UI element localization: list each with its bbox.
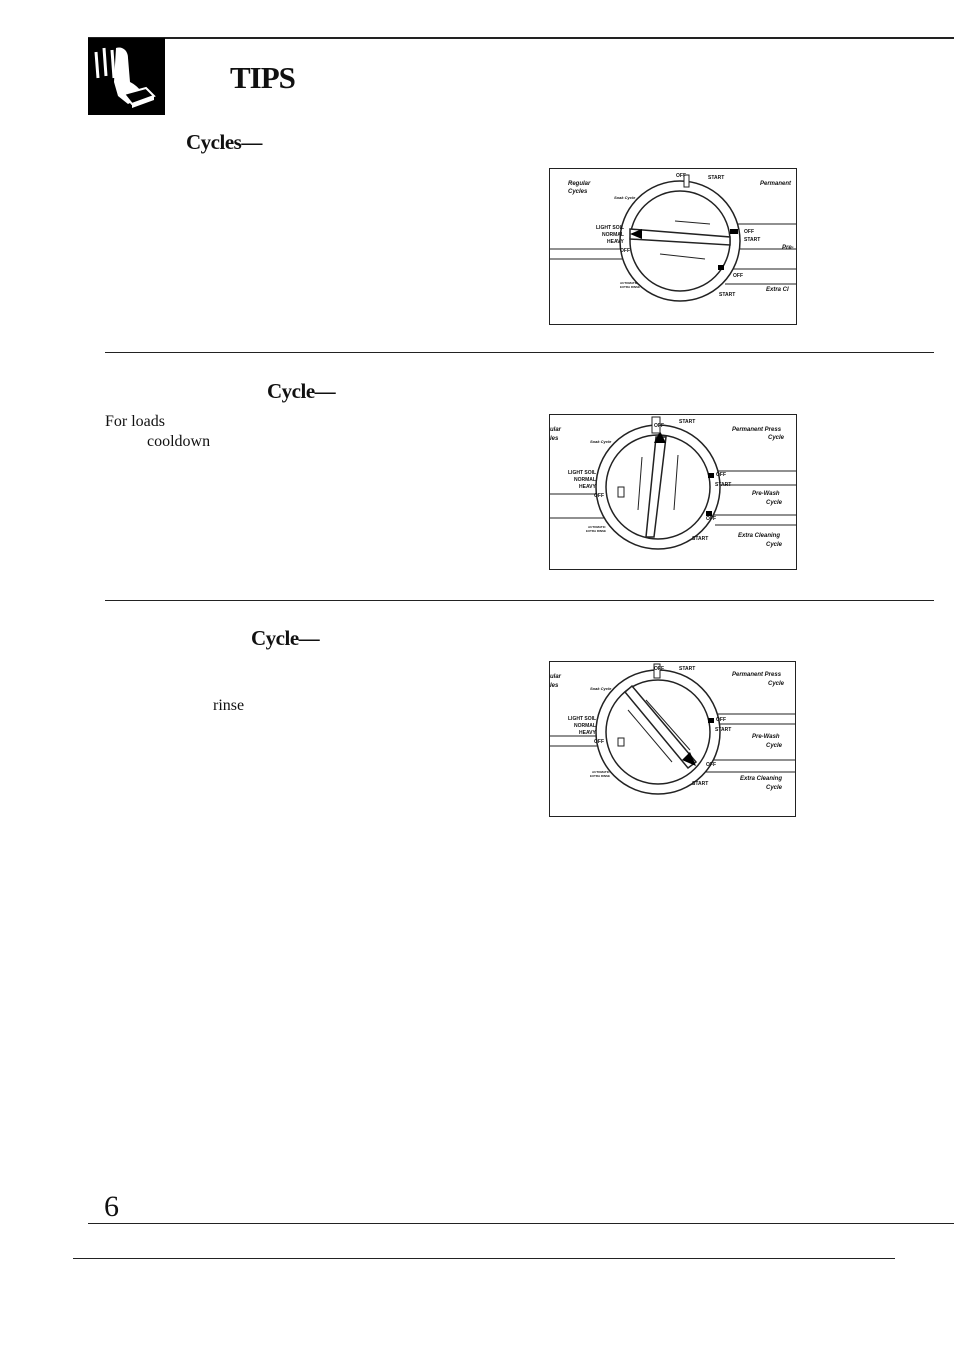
dial-1-bottom-left-1: AUTOMATIC: [620, 281, 638, 285]
dial-3-cycle-name-1: Permanent Press: [732, 672, 782, 678]
dial-3-top-center-start: START: [679, 666, 696, 672]
dial-3-top-left-label-2: les: [550, 683, 559, 689]
dial-2-top-left-label-2: les: [550, 436, 559, 442]
bottom-rule: [73, 1258, 895, 1259]
dial-3-bottom-left-2: EXTRA RINSE: [590, 774, 611, 778]
dial-2-cycle-name-2: Cycle: [768, 435, 785, 441]
dial-2-left-4: OFF: [594, 493, 604, 499]
dial-2-right-3: OFF: [706, 516, 716, 522]
dial-2-soak-label: Soak Cycle: [590, 439, 612, 444]
section-3-line-1: rinse: [213, 697, 245, 714]
footer-rule: [88, 1223, 954, 1224]
dial-2-left-2: NORMAL: [574, 477, 596, 483]
dial-3-left-3: HEAVY: [579, 730, 596, 736]
header-top-rule: [88, 37, 954, 39]
section-2-line-2: cooldown: [147, 433, 211, 450]
section-2-line-1: For loads: [105, 413, 165, 430]
dial-2-top-center-start: START: [679, 419, 696, 425]
dial-2-right-4: START: [692, 536, 709, 542]
dial-3-bottom-left-1: AUTOMATIC: [592, 770, 610, 774]
dial-3-cycle-name-2: Cycle: [768, 681, 785, 687]
dial-3-cycle-name-3: Pre-Wash: [752, 734, 780, 740]
dial-2-cycle-name-6: Cycle: [766, 542, 783, 548]
dial-3-right-1: OFF: [716, 717, 726, 723]
dial-1-left-4: OFF: [620, 248, 630, 254]
dial-diagram-2: [549, 414, 797, 570]
dial-2-left-3: HEAVY: [579, 484, 596, 490]
dial-2-top-left-label: ular: [550, 427, 562, 433]
dial-2-cycle-name-4: Cycle: [766, 500, 783, 506]
dial-3-right-4: START: [692, 781, 709, 787]
dial-3-cycle-name-6: Cycle: [766, 785, 783, 791]
dial-1-top-center-start: START: [708, 175, 725, 181]
dial-3-left-4: OFF: [594, 739, 604, 745]
dial-2-right-1: OFF: [716, 472, 726, 478]
dial-3-soak-label: Soak Cycle: [590, 686, 612, 691]
dial-1-right-2: START: [744, 237, 761, 243]
dial-1-right-1: OFF: [744, 229, 754, 235]
dial-1-right-3: OFF: [733, 273, 743, 279]
dial-1-cycle-name-3: Extra Cl: [766, 287, 789, 293]
dial-2-top-center-off: OFF: [654, 423, 664, 429]
dial-3-left-2: NORMAL: [574, 723, 596, 729]
dial-1-soak-label: Soak Cycle: [614, 195, 636, 200]
dial-1-left-1: LIGHT SOIL: [596, 225, 625, 231]
dial-diagram-1: [549, 168, 797, 325]
section-1-heading: Cycles—: [186, 130, 262, 154]
dial-1-cycle-name-1: Permanent: [760, 181, 792, 187]
dial-2-cycle-name-1: Permanent Press: [732, 427, 782, 433]
dial-1-top-center-off: OFF: [676, 173, 686, 179]
dial-3-right-3: OFF: [706, 762, 716, 768]
dial-3-right-2: START: [715, 727, 732, 733]
section-3-heading: Cycle—: [251, 626, 320, 650]
dial-3-top-left-label: ular: [550, 674, 562, 680]
dial-2-bottom-left-2: EXTRA RINSE: [586, 529, 607, 533]
dial-1-left-2: NORMAL: [602, 232, 624, 238]
hand-pressing-button-icon: [88, 38, 165, 115]
dial-diagram-3: [549, 661, 796, 817]
section-2-heading: Cycle—: [267, 379, 336, 403]
dial-1-bottom-left-2: EXTRA RINSE: [620, 285, 641, 289]
dial-1-right-4: START: [719, 292, 736, 298]
dial-2-right-2: START: [715, 482, 732, 488]
dial-1-top-left-label: Regular: [568, 181, 591, 187]
dial-3-cycle-name-4: Cycle: [766, 743, 783, 749]
dial-2-cycle-name-5: Extra Cleaning: [738, 533, 781, 539]
dial-3-top-center-off: OFF: [654, 666, 664, 672]
dial-2-left-1: LIGHT SOIL: [568, 470, 597, 476]
dial-3-left-1: LIGHT SOIL: [568, 716, 597, 722]
logo-box: [88, 38, 165, 115]
section-divider: [105, 352, 934, 353]
dial-2-bottom-left-1: AUTOMATIC: [588, 525, 606, 529]
dial-1-left-3: HEAVY: [607, 239, 624, 245]
section-divider: [105, 600, 934, 601]
dial-3-cycle-name-5: Extra Cleaning: [740, 776, 783, 782]
page-title: TIPS: [230, 60, 295, 95]
dial-1-top-left-label-2: Cycles: [568, 189, 588, 195]
page-number: 6: [104, 1190, 119, 1223]
dial-1-cycle-name-2: Pre-: [782, 245, 794, 251]
dial-2-cycle-name-3: Pre-Wash: [752, 491, 780, 497]
